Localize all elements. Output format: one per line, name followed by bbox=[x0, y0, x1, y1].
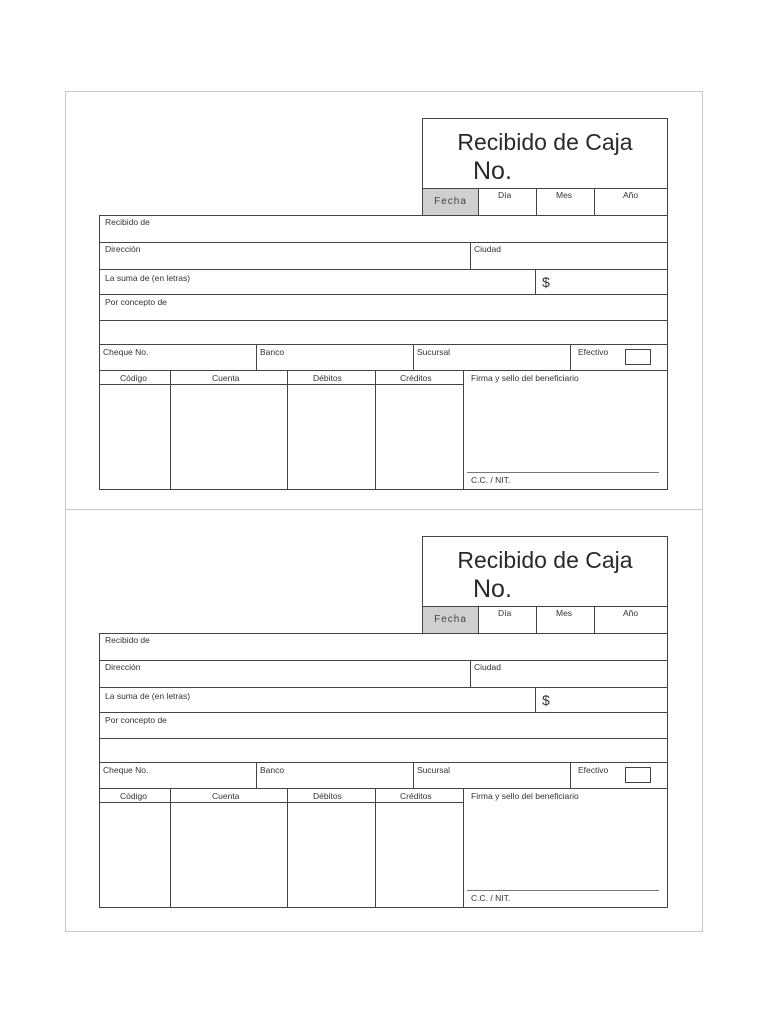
banco-label[interactable]: Banco bbox=[260, 765, 285, 775]
signature-line bbox=[467, 890, 659, 891]
receipt-sheet-1 bbox=[65, 91, 703, 511]
divider bbox=[570, 762, 571, 788]
divider bbox=[100, 320, 667, 321]
codigo-header: Código bbox=[120, 791, 147, 801]
debitos-header: Débitos bbox=[313, 373, 342, 383]
form-title: Recibido de Caja bbox=[457, 547, 633, 573]
divider bbox=[287, 370, 288, 489]
receipt-sheet-2 bbox=[65, 509, 703, 932]
divider bbox=[100, 712, 667, 713]
divider bbox=[536, 607, 537, 633]
banco-label[interactable]: Banco bbox=[260, 347, 285, 357]
divider bbox=[256, 344, 257, 370]
ano-label: Año bbox=[623, 190, 639, 200]
divider bbox=[100, 788, 667, 789]
cheque-label[interactable]: Cheque No. bbox=[103, 347, 149, 357]
fecha-label: Fecha bbox=[423, 189, 479, 215]
divider bbox=[535, 687, 536, 712]
divider bbox=[594, 189, 595, 215]
date-row bbox=[422, 606, 668, 634]
cc-nit-label[interactable]: C.C. / NIT. bbox=[471, 893, 511, 903]
cc-nit-label[interactable]: C.C. / NIT. bbox=[471, 475, 511, 485]
divider bbox=[170, 788, 171, 907]
ciudad-label[interactable]: Ciudad bbox=[474, 244, 501, 254]
divider bbox=[470, 660, 471, 687]
efectivo-checkbox[interactable] bbox=[625, 767, 651, 783]
dollar-sign: $ bbox=[542, 692, 550, 708]
fecha-label: Fecha bbox=[423, 607, 479, 633]
suma-letras-label[interactable]: La suma de (en letras) bbox=[105, 273, 191, 283]
codigo-header: Código bbox=[120, 373, 147, 383]
form-title: Recibido de Caja bbox=[457, 129, 633, 155]
divider bbox=[375, 788, 376, 907]
divider bbox=[256, 762, 257, 788]
divider bbox=[463, 370, 464, 489]
divider bbox=[100, 344, 667, 345]
divider bbox=[536, 189, 537, 215]
divider bbox=[100, 384, 463, 385]
date-row bbox=[422, 188, 668, 216]
receipt-number-label: No. bbox=[473, 575, 512, 603]
concepto-label[interactable]: Por concepto de bbox=[105, 715, 167, 725]
cheque-label[interactable]: Cheque No. bbox=[103, 765, 149, 775]
creditos-header: Créditos bbox=[400, 791, 432, 801]
divider bbox=[100, 738, 667, 739]
ciudad-label[interactable]: Ciudad bbox=[474, 662, 501, 672]
receipt-number-label: No. bbox=[473, 157, 512, 185]
cuenta-header: Cuenta bbox=[212, 373, 240, 383]
dia-label: Día bbox=[498, 190, 512, 200]
divider bbox=[100, 242, 667, 243]
divider bbox=[100, 269, 667, 270]
recibido-de-label[interactable]: Recibido de bbox=[105, 217, 150, 227]
main-grid bbox=[99, 215, 668, 490]
main-grid bbox=[99, 633, 668, 908]
recibido-de-label[interactable]: Recibido de bbox=[105, 635, 150, 645]
divider bbox=[570, 344, 571, 370]
debitos-header: Débitos bbox=[313, 791, 342, 801]
divider bbox=[413, 762, 414, 788]
concepto-label[interactable]: Por concepto de bbox=[105, 297, 167, 307]
divider bbox=[170, 370, 171, 489]
divider bbox=[100, 762, 667, 763]
dia-label: Día bbox=[498, 608, 512, 618]
firma-label: Firma y sello del beneficiario bbox=[471, 373, 579, 383]
direccion-label[interactable]: Dirección bbox=[105, 244, 141, 254]
cuenta-header: Cuenta bbox=[212, 791, 240, 801]
divider bbox=[100, 294, 667, 295]
sucursal-label[interactable]: Sucursal bbox=[417, 765, 451, 775]
divider bbox=[535, 269, 536, 294]
divider bbox=[463, 788, 464, 907]
divider bbox=[594, 607, 595, 633]
creditos-header: Créditos bbox=[400, 373, 432, 383]
divider bbox=[100, 370, 667, 371]
divider bbox=[100, 660, 667, 661]
divider bbox=[375, 370, 376, 489]
efectivo-label: Efectivo bbox=[578, 347, 609, 357]
divider bbox=[100, 687, 667, 688]
sucursal-label[interactable]: Sucursal bbox=[417, 347, 451, 357]
signature-line bbox=[467, 472, 659, 473]
dollar-sign: $ bbox=[542, 274, 550, 290]
direccion-label[interactable]: Dirección bbox=[105, 662, 141, 672]
efectivo-label: Efectivo bbox=[578, 765, 609, 775]
divider bbox=[287, 788, 288, 907]
efectivo-checkbox[interactable] bbox=[625, 349, 651, 365]
mes-label: Mes bbox=[556, 608, 573, 618]
divider bbox=[100, 802, 463, 803]
ano-label: Año bbox=[623, 608, 639, 618]
suma-letras-label[interactable]: La suma de (en letras) bbox=[105, 691, 191, 701]
divider bbox=[413, 344, 414, 370]
mes-label: Mes bbox=[556, 190, 573, 200]
firma-label: Firma y sello del beneficiario bbox=[471, 791, 579, 801]
divider bbox=[470, 242, 471, 269]
